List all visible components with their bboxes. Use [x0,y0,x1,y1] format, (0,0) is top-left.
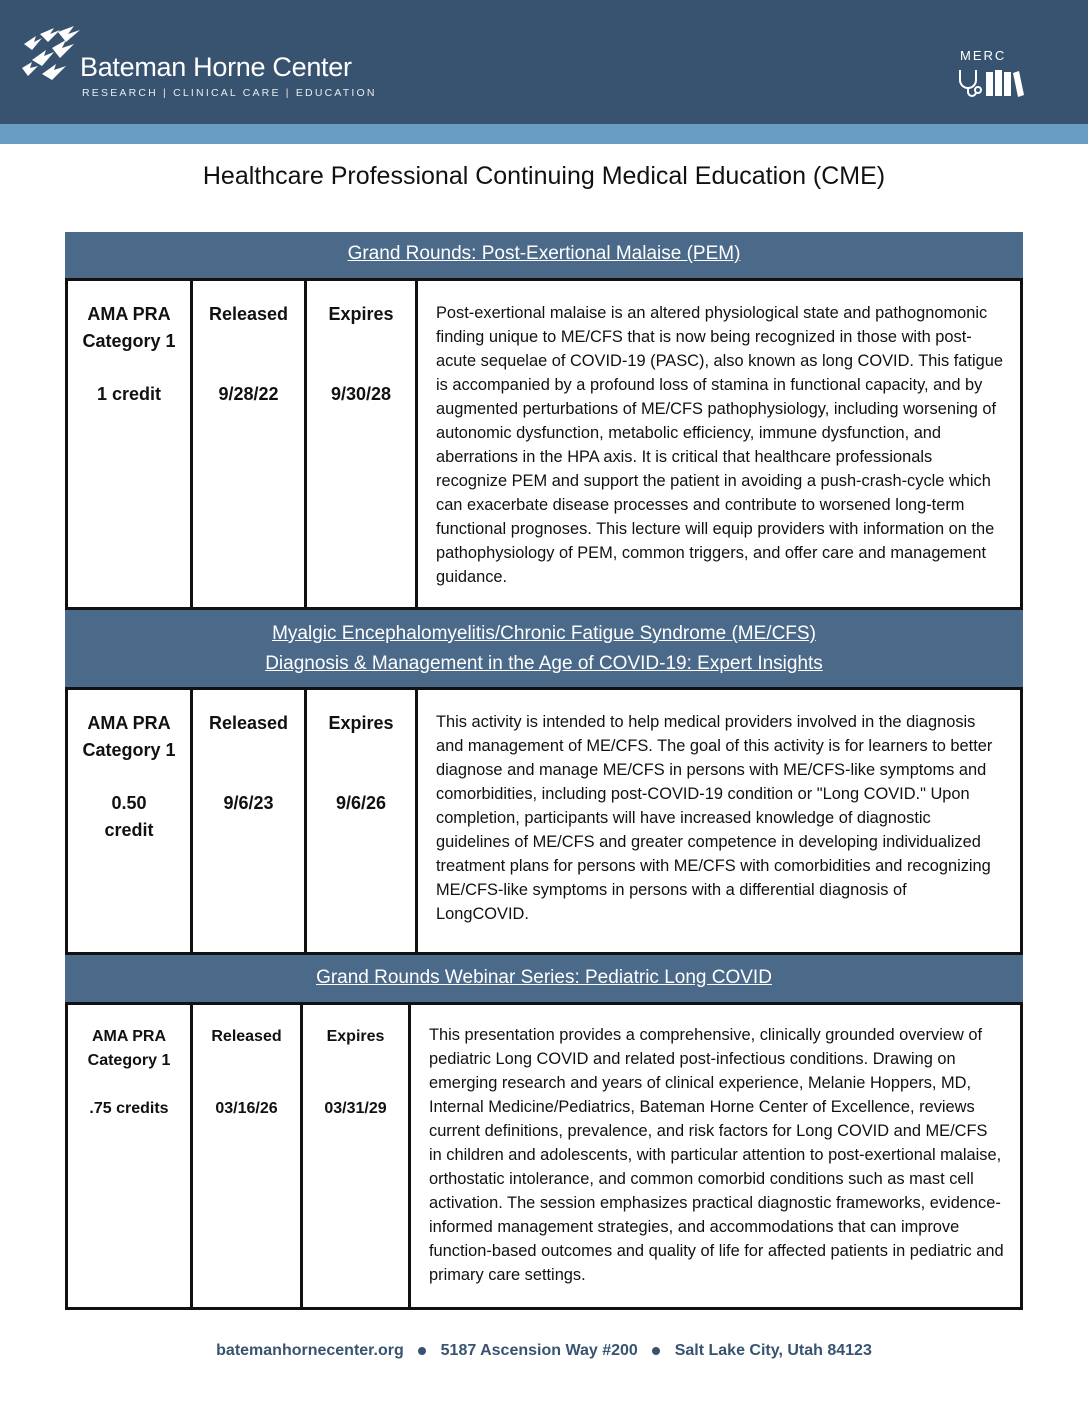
released-cell [193,281,307,607]
released-date: 9/6/23 [223,793,274,813]
page-footer [0,1342,1088,1360]
credit-cell [68,690,193,952]
section-title-bar [65,232,1023,278]
page-title: Healthcare Professional Continuing Medical Education (CME) [202,162,886,190]
expires-label: Expires [328,713,394,733]
section-title-link[interactable]: Grand Rounds Webinar Series: Pediatric Long COVID [316,967,772,988]
course-row [65,278,1023,610]
footer-website-link[interactable]: batemanhornecenter.org [216,1342,404,1359]
section-title-bar [65,610,1023,687]
released-cell [193,1005,303,1307]
released-label: Released [208,304,289,324]
header-stripe [0,124,1088,144]
expires-date: 03/31/29 [324,1100,387,1117]
released-label: Released [211,1028,282,1045]
released-date: 03/16/26 [215,1100,278,1117]
released-cell [193,690,307,952]
credit-type: AMA PRA Category 1 [82,304,176,351]
credit-cell [68,1005,193,1307]
released-date: 9/28/22 [218,384,279,404]
footer-address: 5187 Ascension Way #200 [440,1342,638,1359]
footer-city: Salt Lake City, Utah 84123 [674,1342,872,1359]
credit-type: AMA PRA Category 1 [82,713,176,760]
brand-name: Bateman Horne Center [80,52,352,82]
credit-amount: .75 credits [89,1100,169,1117]
merc-label: MERC [960,48,1007,63]
course-row [65,687,1023,955]
expires-label: Expires [326,1028,385,1045]
credit-amount: 1 credit [96,384,162,404]
credit-cell [68,281,193,607]
section-title-link-line2[interactable]: Diagnosis & Management in the Age of COVID-19: Expert Insights [265,653,823,674]
course-description: This activity is intended to help medical providers involved in the diagnosis and management of ME/CFS. The goal of this activity is for learners to better diagnose and manage ME/CFS in persons with ME/CFS-like symptoms and comorbidities, including post-COVID-19 condition or "Long COVID." Upon completion, participants will have increased knowledge of diagnostic guidelines of ME/CFS and greater competence in developing individualized treatment plans for persons with ME/CFS with comorbidities and recognizing ME/CFS-like symptoms in persons with a differential diagnosis of LongCOVID. [436,713,993,923]
expires-cell [303,1005,411,1307]
brand-logo[interactable] [22,26,377,102]
credit-type: AMA PRA Category 1 [87,1028,171,1069]
credit-amount: 0.50 credit [104,793,154,840]
section-title-bar [65,955,1023,1002]
expires-date: 9/30/28 [330,384,392,404]
expires-date: 9/6/26 [335,793,387,813]
section-title-link-line1[interactable]: Myalgic Encephalomyelitis/Chronic Fatigue Syndrome (ME/CFS) [272,623,816,644]
expires-label: Expires [328,304,394,324]
birds-logo-icon [22,26,82,82]
expires-cell [307,690,418,952]
stethoscope-books-icon [956,66,1026,98]
bullet-dot-icon [652,1347,660,1355]
bullet-dot-icon [418,1347,426,1355]
course-description: Post-exertional malaise is an altered physiological state and pathognomonic finding unique to ME/CFS that is now being recognized in those with post-acute sequelae of COVID-19 (PASC), also known as long COVID. This fatigue is accompanied by a profound loss of stamina in functional capacity, and by augmented perturbations of ME/CFS pathophysiology, including worsening of autonomic dysfunction, metabolic efficiency, immune dysfunction, and aberrations in the HPA axis. It is critical that healthcare professionals recognize PEM and support the patient in avoiding a push-crash-cycle which can exacerbate disease processes and contribute to worsened long-term functional prognoses. This lecture will equip providers with information on the pathophysiology of PEM, common triggers, and offer care and management guidance. [436,304,1003,586]
expires-cell [307,281,418,607]
brand-tagline: RESEARCH | CLINICAL CARE | EDUCATION [82,87,377,99]
merc-logo[interactable] [956,48,1028,100]
released-label: Released [208,713,289,733]
page-header [0,0,1088,124]
course-row [65,1002,1023,1310]
section-title-link[interactable]: Grand Rounds: Post-Exertional Malaise (PEM) [347,243,741,264]
course-description: This presentation provides a comprehensive, clinically grounded overview of pediatric Long COVID and related post-infectious conditions. Drawing on emerging research and years of clinical experience, Melanie Hoppers, MD, Internal Medicine/Pediatrics, Bateman Horne Center of Excellence, reviews current definitions, prevalence, and risk factors for Long COVID and ME/CFS in children and adolescents, with particular attention to post-exertional malaise, orthostatic intolerance, and common comorbid conditions such as mast cell activation. The session emphasizes practical diagnostic frameworks, evidence-informed management strategies, and accommodations that can improve function-based outcomes and quality of life for affected patients in pediatric and primary care settings. [429,1026,1004,1284]
